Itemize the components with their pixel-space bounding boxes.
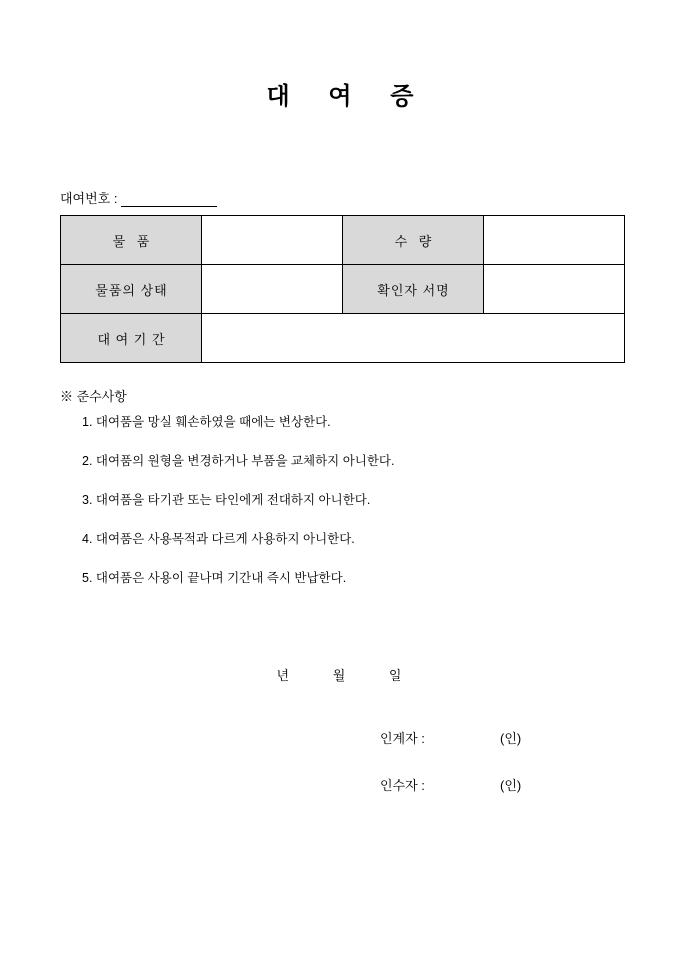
date-line xyxy=(0,665,680,684)
cell-label-rental-period: 대 여 기 간 xyxy=(61,314,202,363)
cell-label-confirmer-signature: 확인자 서명 xyxy=(343,265,484,314)
list-item: 4. 대여품은 사용목적과 다르게 사용하지 아니한다. xyxy=(82,532,355,546)
seal-marker-transferor: (인) xyxy=(500,731,522,746)
list-item: 2. 대여품의 원형을 변경하거나 부품을 교체하지 아니한다. xyxy=(82,454,395,468)
date-day-label: 일 xyxy=(388,668,404,683)
list-item: 5. 대여품은 사용이 끝나며 기간내 즉시 반납한다. xyxy=(82,571,347,585)
table-row xyxy=(61,265,625,314)
rental-number-input[interactable] xyxy=(121,191,217,207)
notes-list xyxy=(60,415,620,586)
cell-value-item[interactable] xyxy=(202,216,343,265)
page-title: 대 여 증 xyxy=(266,83,430,110)
cell-value-confirmer-signature[interactable] xyxy=(484,265,625,314)
signature-row-transferor xyxy=(380,728,580,747)
rental-number-label: 대여번호 : xyxy=(60,191,118,206)
rental-number-row xyxy=(60,188,217,207)
cell-label-quantity: 수 량 xyxy=(343,216,484,265)
cell-label-item-condition: 물품의 상태 xyxy=(61,265,202,314)
list-item: 1. 대여품을 망실 훼손하였을 때에는 변상한다. xyxy=(82,415,331,429)
cell-value-quantity[interactable] xyxy=(484,216,625,265)
cell-label-item: 물 품 xyxy=(61,216,202,265)
list-item: 3. 대여품을 타기관 또는 타인에게 전대하지 아니한다. xyxy=(82,493,371,507)
cell-value-item-condition[interactable] xyxy=(202,265,343,314)
notes-section xyxy=(60,386,620,610)
signature-label-receiver: 인수자 : xyxy=(380,778,425,793)
table-row xyxy=(61,314,625,363)
date-year-label: 년 xyxy=(276,668,292,683)
date-month-label: 월 xyxy=(332,668,348,683)
signature-label-transferor: 인계자 : xyxy=(380,731,425,746)
signature-block xyxy=(380,728,580,822)
rental-form-table xyxy=(60,215,625,363)
cell-value-rental-period[interactable] xyxy=(202,314,625,363)
signature-row-receiver xyxy=(380,775,580,794)
table-row xyxy=(61,216,625,265)
seal-marker-receiver: (인) xyxy=(500,778,522,793)
notes-title: ※ 준수사항 xyxy=(60,389,127,404)
